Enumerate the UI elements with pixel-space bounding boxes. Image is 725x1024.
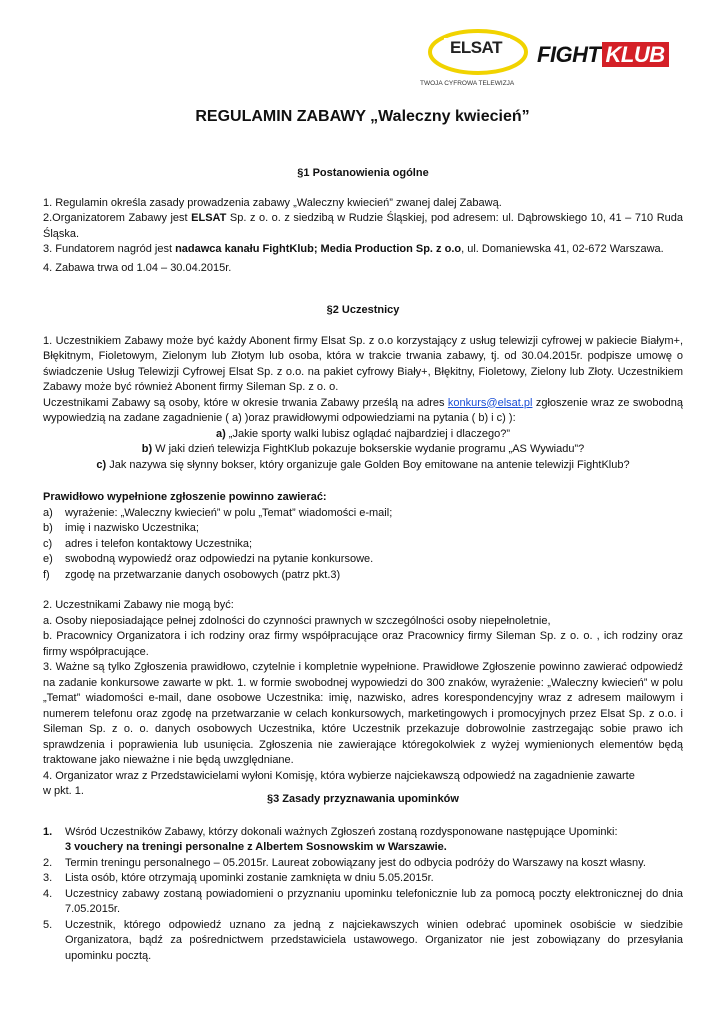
prize-description: 3 vouchery na treningi personalne z Albertem Sosnowskim w Warszawie. bbox=[65, 841, 447, 853]
s1-point-3: 3. Fundatorem nagród jest nadawca kanału FightKlub; Media Production Sp. z o.o, ul. Domaniewska 41, 02-672 Warszawa. bbox=[43, 243, 664, 255]
fightklub-logo bbox=[537, 41, 704, 69]
s2-point-2: 2. Uczestnikami Zabawy nie mogą być: bbox=[43, 599, 234, 611]
valid-entry-item bbox=[43, 506, 683, 522]
fightklub-word-klub: KLUB bbox=[602, 42, 669, 67]
valid-entry-item bbox=[43, 552, 683, 568]
list-marker: c) bbox=[43, 537, 53, 550]
question-b: b) W jaki dzień telewizja FightKlub pokazuje bokserskie wydanie programu „AS Wywiadu”? bbox=[141, 443, 585, 455]
award-rule-item bbox=[43, 918, 683, 965]
s2-point-1: 1. Uczestnikiem Zabawy może być każdy Abonent firmy Elsat Sp. z o.o korzystający z usług telewizji cyfrowej w pakiecie Białym+, Błękitnym, Fioletowym, Zielonym lub Złotym lub osoba, która w trakcie trwania zabawy, tj. od 30.04.2015r. podpisze umowę o świadczenie Usług Telewizji Cyfrowej Elsat Sp. z o.o. na pakiet cyfrowy Biały+, Błękitny, Fioletowy, Zielony lub Złoty. Uczestnikiem Zabawy może być również Abonent firmy Sileman Sp. z o. o. bbox=[43, 334, 683, 393]
list-marker: 4. bbox=[43, 887, 53, 900]
s1-point-4: 4. Zabawa trwa od 1.04 – 30.04.2015r. bbox=[43, 261, 232, 274]
award-rule-item bbox=[43, 825, 683, 856]
s2-point-4-cont: w pkt. 1. bbox=[43, 785, 84, 797]
fightklub-word-fight: FIGHT bbox=[537, 42, 601, 67]
list-marker: 5. bbox=[43, 918, 53, 931]
s2-point-1-cont: Uczestnikami Zabawy są osoby, które w okresie trwania Zabawy prześlą na adres konkurs@elsat.pl zgłoszenie wraz ze swobodną wypowiedzią na zadane zagadnienie ( a) )oraz prawidłowymi odpowiedziami na pytania ( b) i c) ): bbox=[43, 396, 683, 424]
document-title: REGULAMIN ZABAWY „Waleczny kwiecień” bbox=[195, 108, 530, 125]
award-rules-list bbox=[43, 825, 683, 965]
list-marker: 3. bbox=[43, 872, 53, 884]
s2-point-3: 3. Ważne są tylko Zgłoszenia prawidłowo, czytelnie i kompletnie wypełnione. Prawidłowe Zgłoszenie powinno zawierać odpowiedź na zadanie konkursowe zawarte w pkt. 1. w formie swobodnej wypowiedzi do 300 znaków, wyrażenie: „Waleczny kwiecień” w polu „Temat” wiadomości e-mail, dane osobowe Uczestnika: imię, nazwisko, adres korespondencyjny wraz z adresem mailowym i numerem telefonu oraz zgodę na przetwarzanie w celach konkursowych, marketingowych i promocyjnych przez Elsat Sp. z o.o. i Sileman Sp. z o. o. danych osobowych Uczestnika, które Uczestnik przekazuje dobrowolnie zastrzegając sobie prawo ich sprawdzenia i poprawienia lub usunięcia. Zgłoszenia nie zawierające któregokolwiek z wyżej wymienionych elementów będą traktowane jako nieważne i nie będą uwzględniane. bbox=[43, 661, 683, 766]
section-1 bbox=[43, 166, 683, 276]
s1-point-2: 2.Organizatorem Zabawy jest ELSAT Sp. z o. o. z siedzibą w Rudzie Śląskiej, pod adresem: ul. Dąbrowskiego 10, 41 – 710 Ruda Śląska. bbox=[43, 212, 683, 240]
elsat-tagline: TWOJA CYFROWA TELEWIZJA bbox=[420, 80, 515, 87]
valid-entry-item bbox=[43, 537, 683, 553]
list-text: Lista osób, które otrzymają upominki zostanie zamknięta w dniu 5.05.2015r. bbox=[65, 872, 434, 884]
list-text: swobodną wypowiedź oraz odpowiedzi na pytanie konkursowe. bbox=[65, 553, 374, 565]
question-c: c) Jak nazywa się słynny bokser, który organizuje gale Golden Boy emitowane na antenie telewizji FightKlub? bbox=[96, 458, 630, 471]
list-marker: 2. bbox=[43, 856, 53, 869]
list-text: zgodę na przetwarzanie danych osobowych (patrz pkt.3) bbox=[65, 568, 341, 581]
list-text: Wśród Uczestników Zabawy, którzy dokonali ważnych Zgłoszeń zostaną rozdysponowane następujące Upominki: bbox=[65, 825, 618, 838]
valid-entry-heading: Prawidłowo wypełnione zgłoszenie powinno zawierać: bbox=[43, 491, 327, 503]
s2-point-2a: a. Osoby nieposiadające pełnej zdolności do czynności prawnych w szczególności osoby niepełnoletnie, bbox=[43, 614, 551, 627]
section-1-heading: §1 Postanowienia ogólne bbox=[297, 167, 429, 179]
list-text: imię i nazwisko Uczestnika; bbox=[65, 522, 199, 534]
valid-entry-item bbox=[43, 568, 683, 584]
list-marker: a) bbox=[43, 506, 53, 519]
list-text: adres i telefon kontaktowy Uczestnika; bbox=[65, 537, 253, 550]
section-2-heading: §2 Uczestnicy bbox=[326, 304, 400, 316]
list-marker: f) bbox=[43, 568, 50, 581]
section-3 bbox=[43, 792, 683, 964]
header-logos bbox=[420, 28, 710, 88]
valid-entry-list bbox=[43, 506, 683, 584]
valid-entry-item bbox=[43, 521, 683, 537]
elsat-wordmark: ELSAT bbox=[450, 38, 502, 57]
list-marker: 1. bbox=[43, 825, 53, 838]
award-rule-item bbox=[43, 887, 683, 918]
s2-point-4: 4. Organizator wraz z Przedstawicielami wyłoni Komisję, która wybierze najciekawszą odpowiedź na zagadnienie zawarte bbox=[43, 769, 635, 782]
s2-point-2b: b. Pracownicy Organizatora i ich rodziny oraz firmy współpracujące oraz Pracownicy firmy Sileman Sp. z o. o. , ich rodziny oraz firmy współpracujące. bbox=[43, 630, 683, 658]
list-marker: b) bbox=[43, 522, 53, 534]
elsat-logo bbox=[420, 28, 530, 88]
award-rule-item bbox=[43, 856, 683, 872]
contest-email-link[interactable]: konkurs@elsat.pl bbox=[447, 396, 533, 409]
question-a: a) „Jakie sporty walki lubisz oglądać najbardziej i dlaczego?” bbox=[215, 427, 511, 440]
section-2 bbox=[43, 303, 683, 800]
award-rule-item bbox=[43, 871, 683, 887]
s1-point-1: 1. Regulamin określa zasady prowadzenia zabawy „Waleczny kwiecień” zwanej dalej Zabawą. bbox=[43, 196, 502, 209]
list-text: Uczestnik, którego odpowiedź uznano za jedną z najciekawszych winien odebrać upominek osobiście w siedzibie Organizatora, bądź za pośrednictwem przedstawiciela ustawowego. Organizator nie jest zobowiązany do przesyłania upominku pocztą. bbox=[65, 918, 683, 962]
list-text: wyrażenie: „Waleczny kwiecień” w polu „Temat” wiadomości e-mail; bbox=[65, 506, 393, 519]
list-marker: e) bbox=[43, 553, 53, 565]
list-text: Termin treningu personalnego – 05.2015r. Laureat zobowiązany jest do odbycia podróży do Warszawy na koszt własny. bbox=[65, 856, 646, 869]
section-3-heading: §3 Zasady przyznawania upominków bbox=[267, 793, 459, 805]
list-text: Uczestnicy zabawy zostaną powiadomieni o przyznaniu upominku telefonicznie lub za pomocą poczty elektronicznej do dnia 7.05.2015r. bbox=[65, 887, 683, 915]
